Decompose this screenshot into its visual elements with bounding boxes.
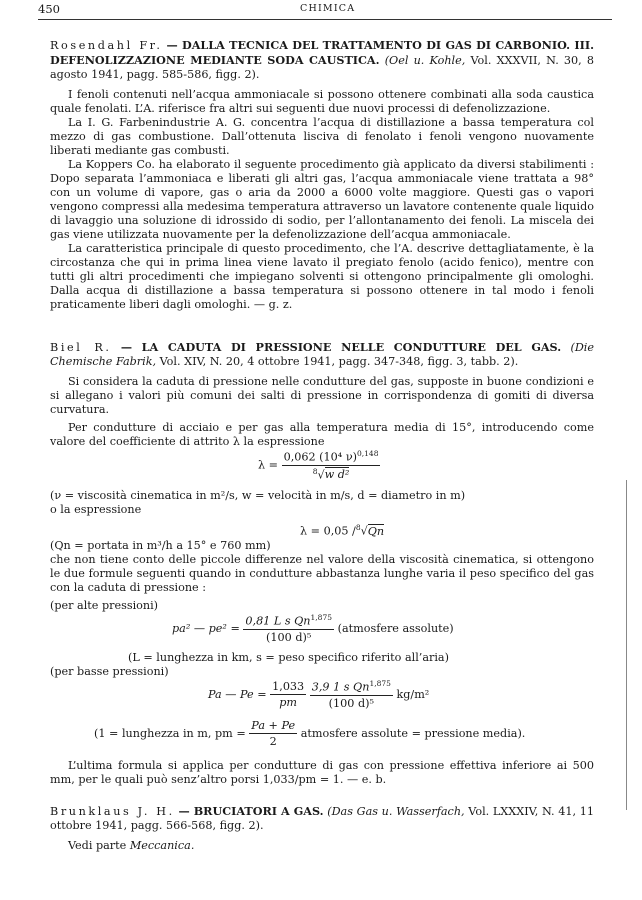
text-line: (per alte pressioni) <box>50 599 159 612</box>
equation-text: atmosfere assolute = pressione media). <box>300 727 526 740</box>
fraction-denominator <box>282 466 381 482</box>
note-italic: Meccanica. <box>129 839 195 852</box>
header-rule <box>38 19 612 20</box>
entry-journal: (Oel u. Kohle, <box>384 54 466 67</box>
paragraph: Per condutture di acciaio e per gas alla temperatura media di 15°, introducendo come valore del coefficiente di attrito λ la espressione <box>50 421 594 448</box>
paragraph: La I. G. Farbenindustrie A. G. concentra l’acqua di distillazione a bassa temperatura col mezzo di gas combustione. Dall’ottenuta lisciva di fenolato i fenoli vengono nuovamente liberati mediante gas combusti. <box>50 116 594 157</box>
equation-unit: kg/m² <box>396 687 430 701</box>
definition-line: (Qn = portata in m³/h a 15° e 760 mm) <box>50 539 271 552</box>
entry-author: Brunklaus J. H. <box>50 805 175 818</box>
note-text: Vedi parte <box>68 839 127 852</box>
equation-fraction <box>249 719 297 748</box>
radical-sign: √ <box>360 524 368 538</box>
equation-lhs: Pa — Pe = <box>208 687 267 701</box>
equation-fraction <box>243 613 334 644</box>
numerator-exponent: 1,875 <box>310 613 333 622</box>
equation-fraction <box>282 449 381 481</box>
fraction-denominator: 2 <box>269 735 277 748</box>
entry-rosendahl <box>50 38 594 312</box>
radical-sign: √ <box>317 468 325 482</box>
entry-journal: (Das Gas u. Wasserfach, <box>327 805 465 818</box>
fraction-denominator: (100 d)⁵ <box>266 630 312 644</box>
entry-title: — DALLA TECNICA DEL TRATTAMENTO DI GAS DI CARBONIO. III. DEFENOLIZZAZIONE MEDIANTE SODA CAUSTICA. <box>50 38 594 67</box>
numerator-text: 3,9 1 s Qn <box>311 680 370 694</box>
equation-text: (1 = lunghezza in m, pm = <box>94 727 246 740</box>
fraction-numerator <box>282 449 381 466</box>
numerator-exponent: 1,875 <box>369 679 391 688</box>
fraction-numerator: 1,033 <box>272 679 305 693</box>
numerator-text: 0,81 L s Qn <box>245 614 311 628</box>
fraction-numerator <box>243 613 334 630</box>
entry-author: Biel R. <box>50 341 112 354</box>
fraction-numerator: Pa + Pe <box>251 719 296 732</box>
numerator-text: 0,062 (10⁴ ν) <box>283 450 357 464</box>
equation-fraction <box>270 680 306 709</box>
equation-fraction <box>310 679 393 710</box>
paragraph: L’ultima formula si applica per condutture di gas con pressione effettiva inferiore ai 500 mm, per le quali può senz’altro porsi 1,033/pm = 1. — e. b. <box>50 759 594 786</box>
fraction-denominator: (100 d)⁵ <box>328 696 374 710</box>
fraction-denominator: pm <box>279 695 298 709</box>
paragraph: Si considera la caduta di pressione nelle condutture del gas, supposte in buone condizioni e si allegano i valori più comuni dei salti di pressione in corrispondenza di gomiti di diversa curvatura. <box>50 375 594 416</box>
paragraph: I fenoli contenuti nell’acqua ammoniacale si possono ottenere combinati alla soda caustica quale fenolati. L’A. riferisce fra altri sui seguenti due nuovi processi di defenolizzazione. <box>50 88 594 115</box>
page-header <box>38 2 610 18</box>
entry-title: — LA CADUTA DI PRESSIONE NELLE CONDUTTURE DEL GAS. <box>120 340 562 354</box>
entry-heading <box>50 38 594 82</box>
equation-text: λ = 0,05 / <box>300 524 356 538</box>
entry-heading <box>50 340 594 369</box>
fraction-numerator <box>310 679 393 696</box>
text-line: (per basse pressioni) <box>50 665 169 678</box>
entry-reference: Vol. XXXVII, N. 30, 8 agosto 1941, pagg. 585-586, figg. 2). <box>50 54 595 81</box>
root-index: 8 <box>355 523 361 532</box>
entry-author: Rosendahl Fr. <box>50 39 163 52</box>
entry-biel <box>50 340 594 787</box>
equation-lambda-1 <box>258 449 594 489</box>
paragraph: che non tiene conto delle piccole differenze nel valore della viscosità cinematica, si ottengono le due formule seguenti quando in condutture abbastanza lunghe varia il peso specifico del gas con la caduta di pressione : <box>50 553 594 594</box>
page-edge-line <box>626 480 627 810</box>
entry-reference: Vol. LXXXIV, N. 41, 11 ottobre 1941, pagg. 566-568, figg. 2). <box>50 805 594 832</box>
radicand: Qn <box>367 524 385 538</box>
entry-heading <box>50 804 594 833</box>
numerator-exponent: 0,148 <box>357 449 379 458</box>
root-index: 8 <box>312 466 318 476</box>
equation-lhs: λ = <box>258 458 279 472</box>
entry-brunklaus <box>50 804 594 853</box>
entry-reference: Vol. XIV, N. 20, 4 ottobre 1941, pagg. 347-348, figg. 3, tabb. 2). <box>159 355 519 368</box>
paragraph: La Koppers Co. ha elaborato il seguente procedimento già applicato da diversi stabilimenti : Dopo separata l’ammoniaca e liberati gli altri gas, l’acqua ammoniacale viene trattata a 98° con un volume di vapore, gas o aria da 2000 a 6000 volte maggiore. Questi gas o vapori vengono compressi alla medesima temperatura attraverso un lavatore contenente quale liquido di lavaggio una soluzione di idrossido di sodio, per l’allontanamento dei fenoli. La miscela dei gas viene utilizzata nuovamente per la defenolizzazione dell’acqua ammoniacale. <box>50 158 594 241</box>
entry-title: — BRUCIATORI A GAS. <box>178 804 324 818</box>
text-line: o la espressione <box>50 503 142 516</box>
equation-high-pressure <box>172 613 594 651</box>
equation-mean-pressure <box>94 719 594 759</box>
equation-lhs: pa² — pe² = <box>172 621 240 635</box>
equation-low-pressure <box>208 679 594 719</box>
definition-line: (ν = viscosità cinematica in m²/s, w = velocità in m/s, d = diametro in m) <box>50 489 466 502</box>
running-title: CHIMICA <box>300 3 356 14</box>
paragraph: La caratteristica principale di questo procedimento, che l’A. descrive dettagliatamente, è la circostanza che qui in prima linea viene lavato il pregiato fenolo (acido fenico), mentre con tutti gli altri procedimenti che impiegano solventi si ottengono principalmente gli omologhi. Dalla acqua di distillazione a bassa temperatura si possono ottenere in tal modo i fenoli praticamente liberi dagli omologhi. — g. z. <box>50 242 594 311</box>
paragraph <box>50 839 594 853</box>
entry-journal: (Die Chemische Fabrik, <box>50 341 595 368</box>
denominator-text: w d² <box>324 468 350 482</box>
equation-unit: (atmosfere assolute) <box>337 621 454 635</box>
equation-lambda-2 <box>300 517 594 539</box>
definition-line: (L = lunghezza in km, s = peso specifico riferito all’aria) <box>128 651 449 664</box>
page-number: 450 <box>38 2 60 16</box>
